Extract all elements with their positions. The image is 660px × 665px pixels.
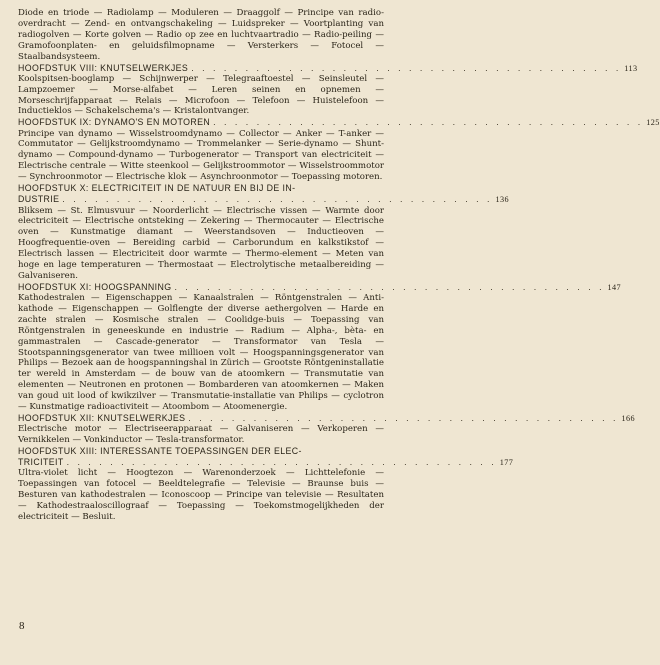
chapter-heading: HOOFDSTUK VIII: KNUTSELWERKJES . . . . . . . . . . . . . . . . . . . . . . . . . . . . . . . . . . . . . . . . 113: [18, 62, 638, 73]
chapter-topics: Bliksem — St. Elmusvuur — Noorderlicht — Electrische vissen — Warmte door electriciteit — Electrische ontsteking — Zekering — Thermocauter — Electrische oven — Kunstmatige diamant — Weerstandsoven — Inductieoven — Hoogfrequentie-oven — Bereiding carbid — Carborundum en kalkstikstof — Electrisch lassen — Electriciteit door warmte — Thermo-element — Meten van hoge en lage temperaturen — Thermostaat — Electrolytische metaalbereiding — Galvaniseren.: [18, 205, 384, 281]
chapter-topics: Kathodestralen — Eigenschappen — Kanaalstralen — Röntgenstralen — Anti-kathode — Eigenschappen — Golflengte der diverse aethergolven — Harde en zachte stralen — Kosmische stralen — Coolidge-buis — Toepassing van Röntgenstralen in geneeskunde en industrie — Radium — Alpha-, bèta- en gammastralen — Cascade-generator — Transformator van Tesla — Stootspanningsgenerator van twee millioen volt — Hoogspanningsgenerator van Philips — Bezoek aan de hoogspanningshal in Zürich — Grootste Röntgeninstallatie ter wereld in Amsterdam — de bouw van de atoomkern — Transmutatie van elementen — Neutronen en protonen — Bombarderen van atoomkernen — Maken van goud uit lood of kwikzilver — Transmutatie-installatie van Philips — cyclotron — Kunstmatige radioactiviteit — Atoombom — Atoomenergie.: [18, 293, 384, 413]
chapter-heading: HOOFDSTUK XIII: INTERESSANTE TOEPASSINGEN DER ELEC- TRICITEIT . . . . . . . . . . . . . . . . . . . . . . . . . . . . . . . . . . . . . . . . 177: [18, 446, 514, 468]
chapter-topics: Electrische motor — Electriseerapparaat — Galvaniseren — Verkoperen — Vernikkelen — Vonkinductor — Tesla-transformator.: [18, 424, 384, 446]
chapter-heading: HOOFDSTUK X: ELECTRICITEIT IN DE NATUUR EN BIJ DE IN- DUSTRIE . . . . . . . . . . . . . . . . . . . . . . . . . . . . . . . . . . . . . . . . 136: [18, 183, 509, 205]
chapter-9: [18, 117, 660, 183]
page-number: 136: [495, 195, 509, 205]
page-number: 125: [646, 118, 660, 128]
chapter-topics: Principe van dynamo — Wisselstroomdynamo — Collector — Anker — T-anker — Commutator — Gelijkstroomdynamo — Trommelanker — Serie-dynamo — Shunt-dynamo — Compound-dynamo — Turbogenerator — Transport van electriciteit — Electrische centrale — Witte steenkool — Gelijkstroommotor — Wisselstroommotor — Synchroonmotor — Electrische klok — Asynchroonmotor — Toepassing motoren.: [18, 128, 384, 183]
leader-dots: . . . . . . . . . . . . . . . . . . . . . . . . . . . . . . . . . . . . . . . .: [174, 281, 605, 292]
leader-dots: . . . . . . . . . . . . . . . . . . . . . . . . . . . . . . . . . . . . . . . .: [188, 413, 619, 424]
leader-dots: . . . . . . . . . . . . . . . . . . . . . . . . . . . . . . . . . . . . . . . .: [213, 117, 644, 128]
page-number: 166: [621, 414, 635, 424]
leader-dots: . . . . . . . . . . . . . . . . . . . . . . . . . . . . . . . . . . . . . . . .: [62, 194, 493, 205]
chapter-13: [18, 446, 514, 523]
chapter-8: [18, 62, 638, 118]
leader-dots: . . . . . . . . . . . . . . . . . . . . . . . . . . . . . . . . . . . . . . . .: [191, 62, 622, 73]
chapter-topics: Koolspitsen-booglamp — Schijnwerper — Telegraaftoestel — Seinsleutel — Lampzoemer — Morse-alfabet — Leren seinen en opnemen — Morseschrijfapparaat — Relais — Microfoon — Telefoon — Huistelefoon — Inductieklos — Schakelschema's — Kristalontvanger.: [18, 73, 384, 117]
chapter-heading: HOOFDSTUK XI: HOOGSPANNING . . . . . . . . . . . . . . . . . . . . . . . . . . . . . . . . . . . . . . . . 147: [18, 281, 622, 292]
chapter-heading: HOOFDSTUK XII: KNUTSELWERKJES . . . . . . . . . . . . . . . . . . . . . . . . . . . . . . . . . . . . . . . . 166: [18, 413, 635, 424]
chapter-10: [18, 183, 509, 282]
folio-page-number: 8: [19, 620, 25, 632]
page-number: 147: [607, 282, 622, 292]
chapter-12: [18, 413, 635, 446]
page-number: 177: [499, 458, 514, 468]
page-number: 113: [624, 63, 638, 73]
intro-paragraph: Diode en triode — Radiolamp — Moduleren — Draaggolf — Principe van radio-overdracht — Zend- en ontvangschakeling — Luidspreker — Voortplanting van radiogolven — Korte golven — Radio op zee en luchtvaartradio — Radio-peiling — Gramofoonplaten- en geluidsfilmopname — Versterkers — Fotocel — Staalbandsysteem.: [18, 8, 384, 62]
chapter-heading: HOOFDSTUK IX: DYNAMO'S EN MOTOREN . . . . . . . . . . . . . . . . . . . . . . . . . . . . . . . . . . . . . . . . 125: [18, 117, 660, 128]
leader-dots: . . . . . . . . . . . . . . . . . . . . . . . . . . . . . . . . . . . . . . . .: [66, 457, 497, 468]
chapter-topics: Ultra-violet licht — Hoogtezon — Warenonderzoek — Lichttelefonie — Toepassingen van fotocel — Beeldtelegrafie — Televisie — Braunse buis — Besturen van kathodestralen — Iconoscoop — Principe van televisie — Resultaten — Kathodestraaloscillograaf — Toepassing — Toekomstmogelijkheden der electriciteit — Besluit.: [18, 468, 384, 523]
chapter-11: [18, 281, 622, 413]
